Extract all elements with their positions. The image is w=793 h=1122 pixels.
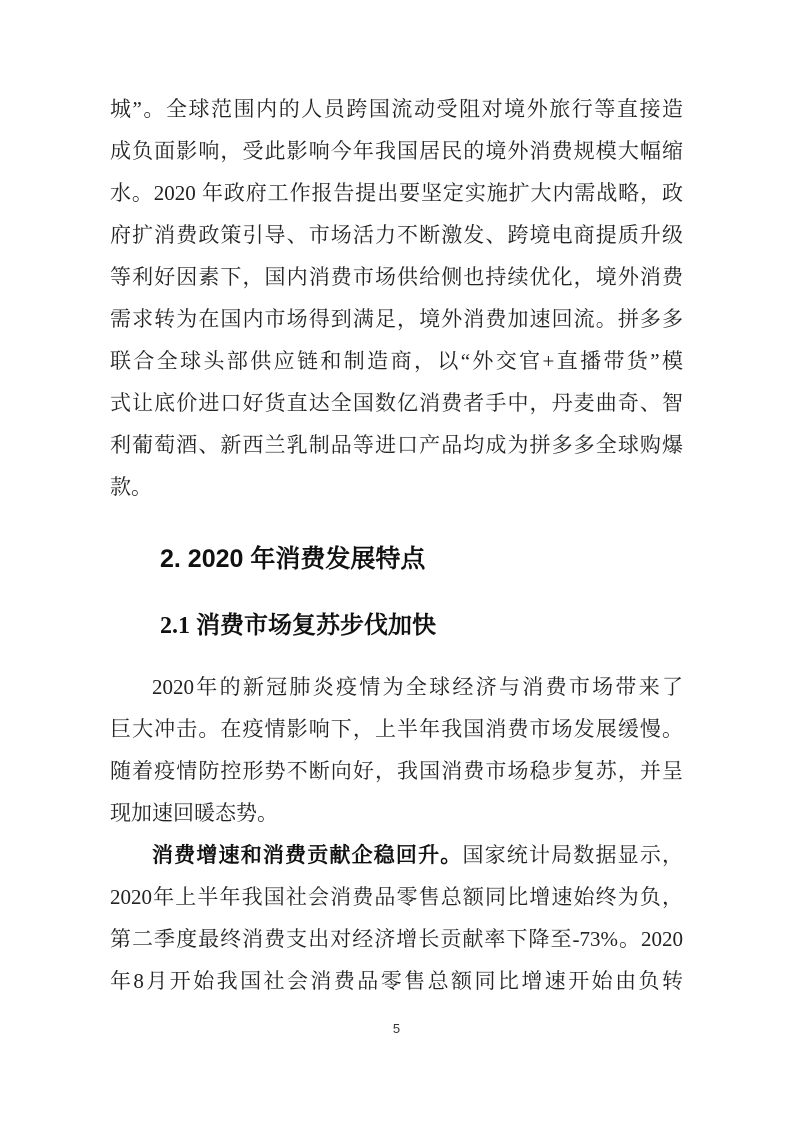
text-line: 巨大冲击。在疫情影响下，上半年我国消费市场发展缓慢。 <box>110 717 683 741</box>
paragraph-overview <box>110 666 683 834</box>
text-line: 成负面影响，受此影响今年我国居民的境外消费规模大幅缩 <box>110 139 683 163</box>
text-line: 利葡萄酒、新西兰乳制品等进口产品均成为拼多多全球购爆 <box>110 433 683 457</box>
text-line: 联合全球头部供应链和制造商，以“外交官+直播带货”模 <box>110 349 683 373</box>
paragraph-continuation <box>110 88 683 508</box>
section-heading: 2. 2020 年消费发展特点 <box>160 545 426 573</box>
text-line: 2020年的新冠肺炎疫情为全球经济与消费市场带来了 <box>152 675 683 699</box>
text-line: 等利好因素下，国内消费市场供给侧也持续优化，境外消费 <box>110 265 683 289</box>
page-number: 5 <box>392 1021 401 1036</box>
text-line: 府扩消费政策引导、市场活力不断激发、跨境电商提质升级 <box>110 223 683 247</box>
text-line: 第二季度最终消费支出对经济增长贡献率下降至-73%。2020 <box>110 927 683 951</box>
text-line: 式让底价进口好货直达全国数亿消费者手中，丹麦曲奇、智 <box>110 391 683 415</box>
text-line: 消费增速和消费贡献企稳回升。国家统计局数据显示， <box>152 843 684 867</box>
text-line: 2020年上半年我国社会消费品零售总额同比增速始终为负， <box>110 885 683 909</box>
page-footer <box>110 1014 683 1044</box>
subsection-heading: 2.1 消费市场复苏步伐加快 <box>160 613 436 639</box>
text-line: 年8月开始我国社会消费品零售总额同比增速开始由负转 <box>110 969 683 993</box>
bold-lead-sentence: 消费增速和消费贡献企稳回升。 <box>152 843 463 867</box>
text-line: 随着疫情防控形势不断向好，我国消费市场稳步复苏，并呈 <box>110 759 683 783</box>
paragraph-stats <box>110 834 683 1002</box>
text-line: 需求转为在国内市场得到满足，境外消费加速回流。拼多多 <box>110 307 683 331</box>
text-line: 水。2020 年政府工作报告提出要坚定实施扩大内需战略，政 <box>110 181 683 205</box>
text-line: 城”。全球范围内的人员跨国流动受阻对境外旅行等直接造 <box>110 97 683 121</box>
text-line: 现加速回暖态势。 <box>110 801 278 825</box>
text-line: 款。 <box>110 475 152 499</box>
